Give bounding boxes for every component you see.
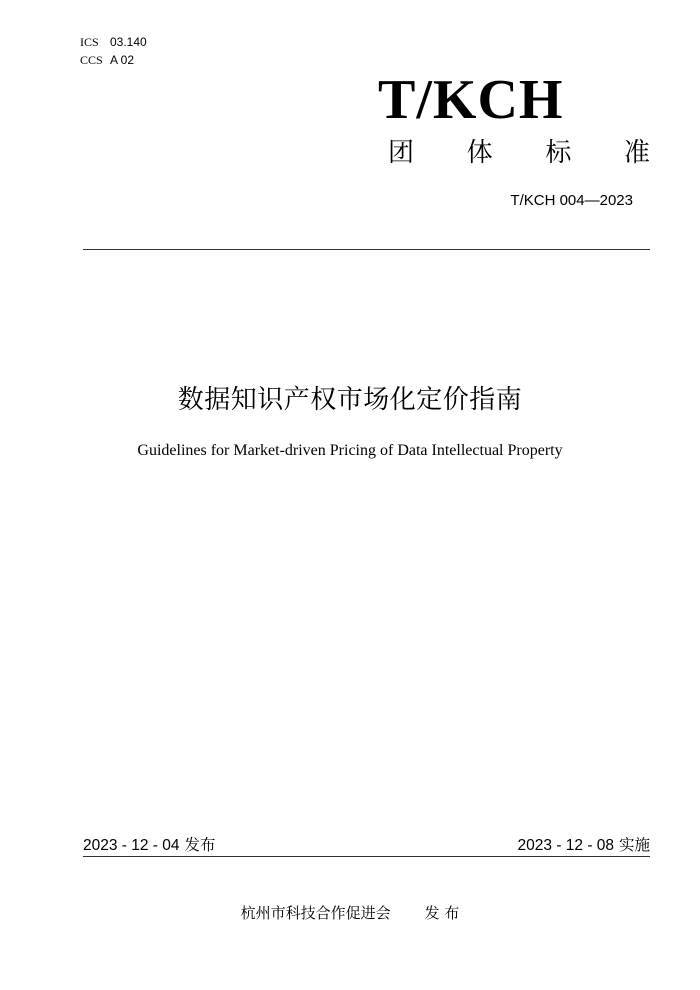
ics-label: ICS bbox=[80, 35, 99, 49]
publisher-name: 杭州市科技合作促进会 bbox=[240, 904, 391, 922]
ics-value: 03.140 bbox=[110, 35, 147, 49]
standard-number: T/KCH 004—2023 bbox=[510, 192, 633, 209]
header-divider bbox=[83, 249, 650, 250]
issue-date bbox=[83, 834, 215, 857]
brand-subtitle bbox=[388, 136, 650, 170]
brand-subtitle-char: 标 bbox=[545, 138, 572, 168]
publisher bbox=[0, 902, 700, 924]
issue-date-value: 2023 - 12 - 04 bbox=[83, 837, 180, 854]
document-title: 数据知识产权市场化定价指南 bbox=[177, 385, 523, 415]
implementation-date bbox=[518, 834, 650, 857]
issue-date-label: 发布 bbox=[184, 836, 216, 854]
brand-subtitle-char: 体 bbox=[466, 138, 493, 168]
implementation-date-label: 实施 bbox=[618, 836, 650, 854]
ccs-label: CCS bbox=[80, 53, 103, 67]
brand-logo: T/KCH bbox=[378, 69, 564, 131]
ccs-value: A 02 bbox=[110, 53, 135, 67]
implementation-date-value: 2023 - 12 - 08 bbox=[517, 837, 615, 854]
brand-subtitle-char: 准 bbox=[623, 138, 650, 168]
footer-divider bbox=[83, 856, 650, 857]
brand-subtitle-char: 团 bbox=[388, 138, 415, 168]
publisher-action: 发 布 bbox=[424, 904, 460, 922]
document-title-english: Guidelines for Market-driven Pricing of Data Intellectual Property bbox=[137, 442, 563, 459]
ccs-code bbox=[80, 53, 134, 67]
ics-code bbox=[80, 35, 147, 49]
